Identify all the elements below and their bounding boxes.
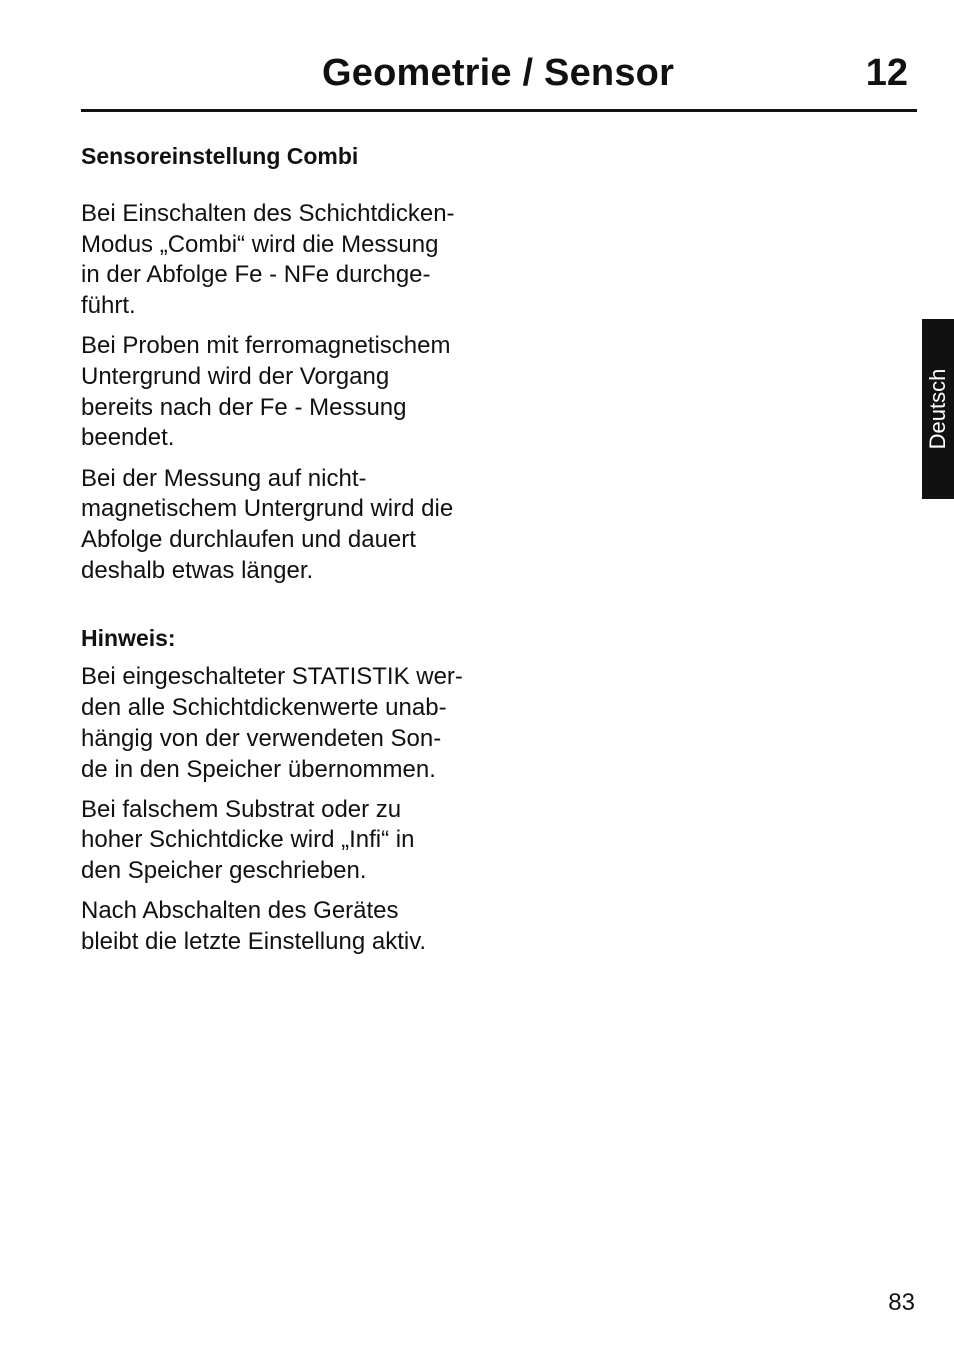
language-tab: [922, 319, 954, 499]
paragraph-sensor-3: Bei der Messung auf nicht- magnetischem Untergrund wird die Abfolge durchlaufen und dauert deshalb etwas länger.: [81, 464, 454, 584]
page-number: 83: [888, 1289, 915, 1316]
paragraph-note-2: Bei falschem Substrat oder zu hoher Schichtdicke wird „Infi“ in den Speicher geschrieben.: [81, 795, 415, 885]
page-title: Geometrie / Sensor: [322, 52, 675, 94]
section-heading-sensor: Sensoreinstellung Combi: [81, 143, 359, 169]
section-heading-note: Hinweis:: [81, 625, 176, 652]
paragraph-note-1: Bei eingeschalteter STATISTIK wer- den alle Schichtdickenwerte unab- hängig von der verwendeten Son- de in den Speicher übernommen.: [81, 663, 463, 783]
paragraph-sensor-2: Bei Proben mit ferromagnetischem Untergrund wird der Vorgang bereits nach der Fe - Messung beendet.: [81, 332, 451, 452]
header-divider: [81, 109, 917, 112]
paragraph-sensor-1: Bei Einschalten des Schichtdicken- Modus „Combi“ wird die Messung in der Abfolge Fe - NFe durchge- führt.: [81, 200, 455, 320]
main-content: [81, 141, 501, 967]
language-tab-label: Deutsch: [925, 368, 950, 450]
chapter-number: 12: [865, 52, 908, 94]
paragraph-note-3: Nach Abschalten des Gerätes bleibt die letzte Einstellung aktiv.: [81, 897, 427, 956]
